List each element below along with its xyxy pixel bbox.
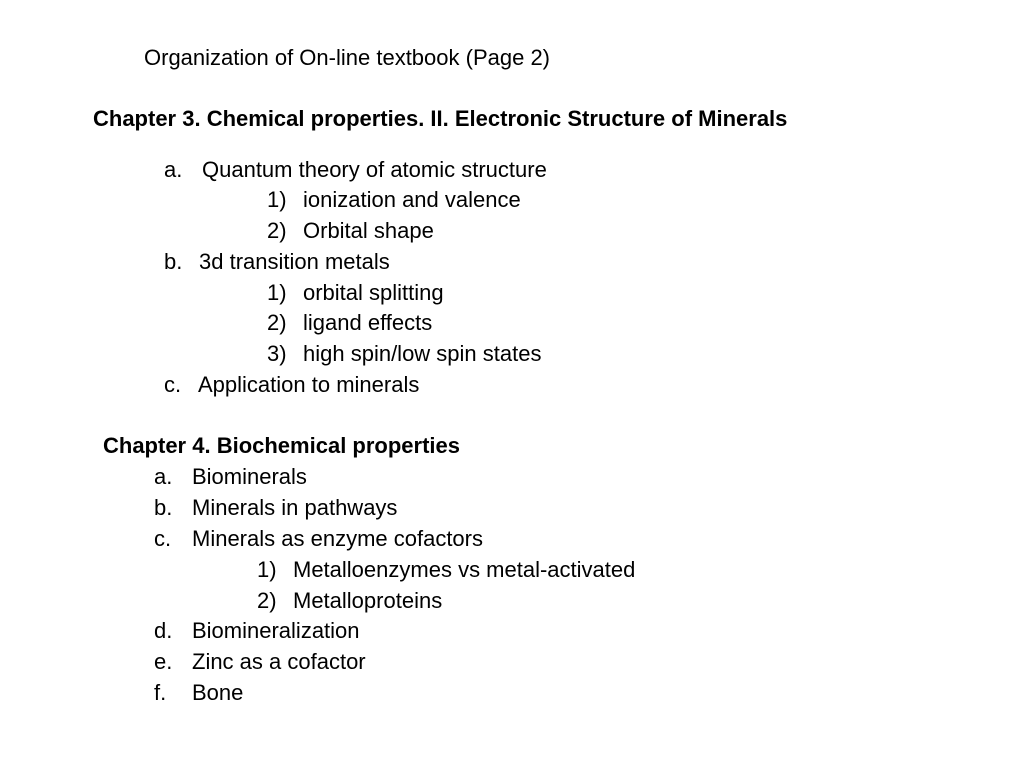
- list-marker: 2): [257, 588, 277, 613]
- page-title: Organization of On-line textbook (Page 2): [144, 45, 551, 70]
- chapter3-item-b-sub1: [267, 280, 444, 306]
- list-item-text: ligand effects: [303, 310, 433, 335]
- list-item-text: Metalloenzymes vs metal-activated: [293, 557, 636, 582]
- list-marker: b.: [154, 495, 173, 520]
- chapter3-item-a-sub2: [267, 218, 434, 244]
- chapter3-item-b-sub2: [267, 310, 432, 336]
- list-marker: c.: [164, 372, 182, 397]
- list-marker: f.: [154, 680, 167, 705]
- list-marker: c.: [154, 526, 172, 551]
- chapter4-item-e: [154, 649, 366, 675]
- chapter4-item-a: [154, 464, 307, 490]
- list-marker: 1): [267, 280, 287, 305]
- chapter3-item-a: [164, 157, 547, 183]
- list-item-text: 3d transition metals: [199, 249, 390, 274]
- list-marker: b.: [164, 249, 183, 274]
- list-item-text: Biomineralization: [192, 618, 360, 643]
- list-item-text: high spin/low spin states: [303, 341, 542, 366]
- list-item-text: ionization and valence: [303, 187, 521, 212]
- list-item-text: Orbital shape: [303, 218, 434, 243]
- list-item-text: Minerals in pathways: [192, 495, 398, 520]
- chapter3-item-c: [164, 372, 419, 398]
- list-item-text: Application to minerals: [198, 372, 420, 397]
- chapter3-heading: Chapter 3. Chemical properties. II. Electronic Structure of Minerals: [93, 106, 788, 131]
- chapter4-item-d: [154, 618, 360, 644]
- chapter3-item-b-sub3: [267, 341, 541, 367]
- chapter3-item-a-sub1: [267, 187, 521, 213]
- list-marker: 2): [267, 310, 287, 335]
- list-item-text: Quantum theory of atomic structure: [202, 157, 547, 182]
- list-item-text: Zinc as a cofactor: [192, 649, 366, 674]
- list-item-text: Minerals as enzyme cofactors: [192, 526, 483, 551]
- list-marker: d.: [154, 618, 173, 643]
- list-marker: 1): [267, 187, 287, 212]
- list-item-text: orbital splitting: [303, 280, 444, 305]
- list-marker: a.: [164, 157, 183, 182]
- list-marker: 2): [267, 218, 287, 243]
- chapter4-heading: Chapter 4. Biochemical properties: [103, 433, 460, 458]
- list-item-text: Biominerals: [192, 464, 307, 489]
- list-marker: 1): [257, 557, 277, 582]
- chapter4-item-c: [154, 526, 483, 552]
- chapter4-item-b: [154, 495, 397, 521]
- chapter4-item-f: [154, 680, 243, 706]
- list-item-text: Bone: [192, 680, 244, 705]
- list-marker: a.: [154, 464, 173, 489]
- list-marker: e.: [154, 649, 173, 674]
- list-marker: 3): [267, 341, 287, 366]
- list-item-text: Metalloproteins: [293, 588, 443, 613]
- chapter3-item-b: [164, 249, 390, 275]
- chapter4-item-c-sub1: [257, 557, 635, 583]
- chapter4-item-c-sub2: [257, 588, 442, 614]
